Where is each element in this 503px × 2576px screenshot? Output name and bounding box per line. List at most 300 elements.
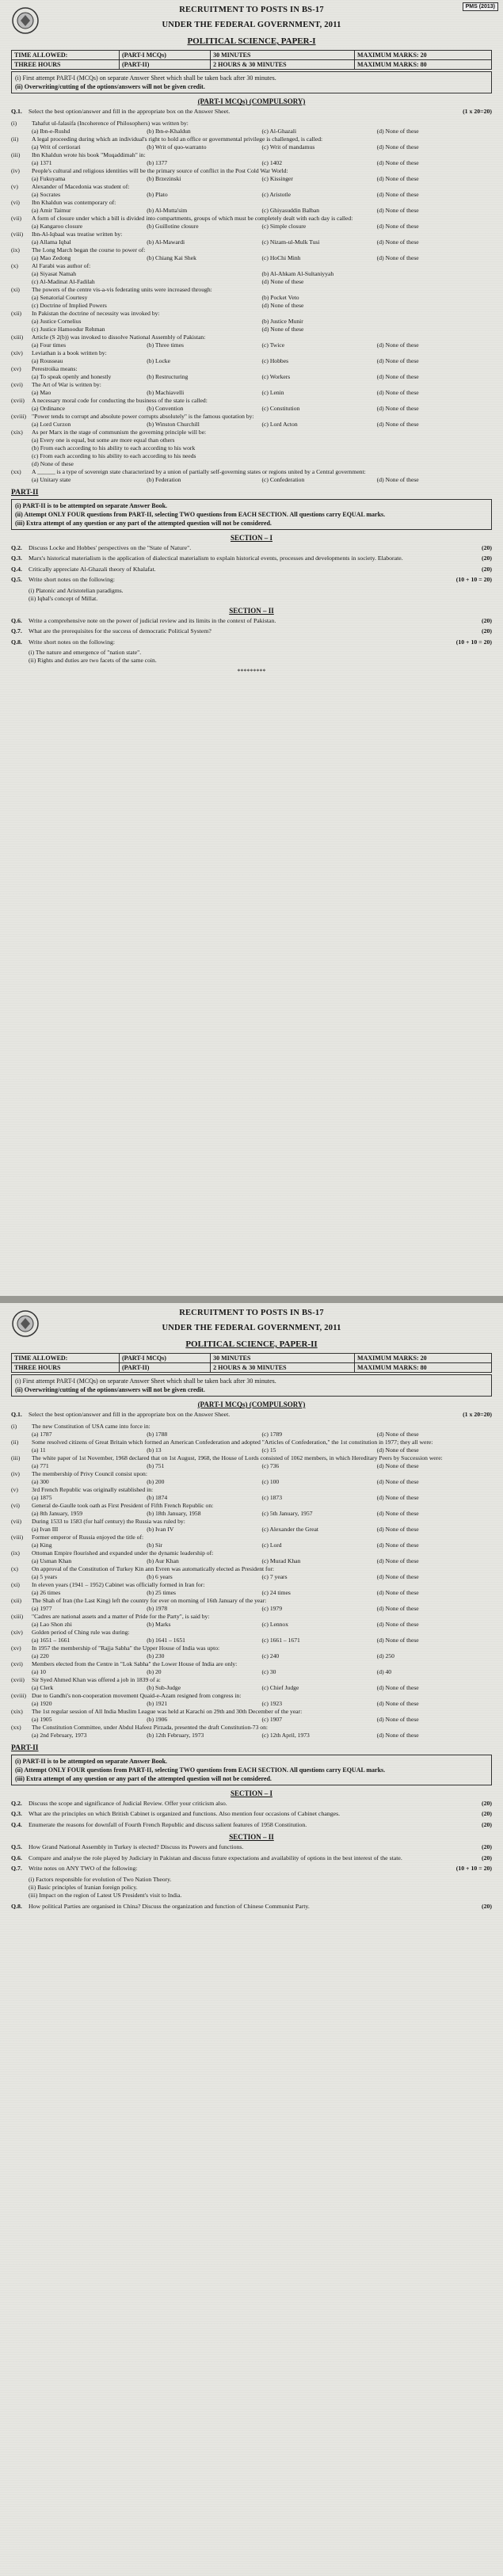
mcq-statement: Due to Gandhi's non-cooperation movement Quaid-e-Azam resigned from congress in: bbox=[32, 1691, 242, 1699]
mcq-number: (xi) bbox=[11, 1580, 20, 1588]
mcq-item bbox=[11, 381, 492, 389]
mcq-statement: Ibn-Al-Iqbaal was treatise written by: bbox=[32, 230, 123, 238]
question-text: Compare and analyse the role played by Judiciary in Pakistan and discuss future expectations and availability of options in the best interest of the state. bbox=[29, 1854, 402, 1862]
mcq-options bbox=[32, 1732, 492, 1740]
mcq-options bbox=[32, 1446, 492, 1454]
mcq-option: (d) None of these bbox=[376, 1461, 419, 1469]
mcq-item bbox=[11, 333, 492, 341]
mcq-item bbox=[11, 365, 492, 373]
mcq-option: (c) Justice Hamoodur Rehman bbox=[32, 325, 105, 333]
mcq-options bbox=[32, 341, 492, 349]
mcq-option: (b) Brzezinski bbox=[147, 174, 181, 182]
mcq-statement: Al Farabi was author of: bbox=[32, 261, 91, 269]
mcq-item bbox=[11, 1549, 492, 1557]
mcq-option: (d) None of these bbox=[376, 356, 419, 364]
mcq-number: (xvi) bbox=[11, 380, 23, 388]
mcq-options bbox=[32, 1637, 492, 1644]
mcq-statement: Ottoman Empire flourished and expanded under the dynamic leadership of: bbox=[32, 1549, 214, 1557]
mcq-number: (xix) bbox=[11, 1707, 23, 1715]
mcq-number: (x) bbox=[11, 261, 18, 269]
note-i: (i) First attempt PART-I (MCQs) on separate Answer Sheet which shall be taken back after 30 minutes. bbox=[15, 1378, 276, 1385]
question-text: How political Parties are organised in China? Discuss the organization and function of Chinese Communist Party. bbox=[29, 1902, 310, 1910]
mcq-option: (b) Three times bbox=[147, 341, 184, 349]
question-text: Critically appreciate Al-Ghazali theory of Khalafat. bbox=[29, 565, 156, 573]
mcq-option: (c) 1661 – 1671 bbox=[261, 1636, 300, 1644]
mcq-option: (d) None of these bbox=[376, 127, 419, 135]
mcq-option: (a) Justice Cornelius bbox=[32, 317, 82, 325]
question-text: Enumerate the reasons for downfall of Fourth French Republic and discuss salient features of 1958 Constitution. bbox=[29, 1820, 307, 1828]
essay-question bbox=[11, 1810, 492, 1819]
question-text: What are the principles on which British Cabinet is organized and functions. Also mention four occasions of Cabinet changes. bbox=[29, 1810, 341, 1817]
mcq-statement: Alexander of Macedonia was student of: bbox=[32, 182, 130, 190]
question-number: Q.5. bbox=[11, 576, 22, 583]
question-marks: (20) bbox=[482, 554, 492, 562]
mcq-options bbox=[32, 476, 492, 484]
mcq-number: (xx) bbox=[11, 467, 21, 475]
mcq-statement: On approval of the Constitution of Turkey Kin ann Evren was automatically elected as President for: bbox=[32, 1564, 275, 1572]
mcq-options bbox=[32, 1716, 492, 1724]
header-line-1: RECRUITMENT TO POSTS IN BS-17 bbox=[179, 6, 324, 14]
mcq-options bbox=[32, 1526, 492, 1534]
question-marks: (20) bbox=[482, 1820, 492, 1828]
mcq-option: (c) Hobbes bbox=[261, 356, 289, 364]
mcq-statement: Some resolved citizens of Great Britain which formed an American Confederation and adopted "Articles of Confederation," the 1st constitution in 1977; they all were: bbox=[32, 1438, 433, 1446]
mcq-statement: General de-Gaulle took oath as First President of Fifth French Republic on: bbox=[32, 1501, 214, 1509]
question-number: Q.8. bbox=[11, 1902, 22, 1910]
mcq-statement: A legal proceeding during which an individual's right to hold an office or governmental privilege is challenged, is called: bbox=[32, 135, 323, 143]
mcq-option: (d) None of these bbox=[376, 1430, 419, 1438]
mcq-item bbox=[11, 1597, 492, 1605]
mcq-option: (b) Ibn-e-Khaldun bbox=[147, 127, 191, 135]
mcq-option: (b) Al-Ahkam Al-Sultaniyyah bbox=[261, 269, 334, 277]
mcq-statement: A necessary moral code for conducting the business of the state is called: bbox=[32, 396, 208, 404]
essay-question bbox=[11, 544, 492, 553]
mcq-option: (b) 200 bbox=[147, 1477, 165, 1485]
mcq-statement: The new Constitution of USA came into force in: bbox=[32, 1422, 151, 1430]
question-text: Select the best option/answer and fill in the appropriate box on the Answer Sheet. bbox=[29, 108, 231, 115]
mcq-statement: A ______ is a type of sovereign state characterized by a union of partially self-governing states or regions united by a Central government: bbox=[32, 467, 366, 475]
mcq-option: (c) 100 bbox=[261, 1477, 280, 1485]
mcq-options bbox=[32, 389, 492, 397]
mcq-option: (c) Lennox bbox=[261, 1620, 289, 1628]
hours-label: THREE HOURS bbox=[12, 1363, 120, 1373]
part2-marks: MAXIMUM MARKS: 80 bbox=[355, 1363, 492, 1373]
mcq-option: (a) 8th January, 1959 bbox=[32, 1509, 83, 1517]
part1-time: 30 MINUTES bbox=[211, 1354, 355, 1363]
document-code-label: PMS (2013) bbox=[463, 2, 498, 11]
mcq-statement: 3rd French Republic was originally established in: bbox=[32, 1485, 154, 1493]
part1-title: (PART-I MCQs) (COMPULSORY) bbox=[197, 97, 306, 105]
mcq-option: (c) 1923 bbox=[261, 1699, 283, 1707]
mcq-option: (d) None of these bbox=[376, 1525, 419, 1533]
mcq-statement: The Shah of Iran (the Last King) left the country for ever on morning of 16th January of the year: bbox=[32, 1596, 267, 1604]
mcq-option: (d) None of these bbox=[376, 1509, 419, 1517]
end-of-paper-mark: ********* bbox=[237, 668, 266, 675]
mcq-options bbox=[32, 238, 492, 246]
question-text: Write short notes on the following: bbox=[29, 576, 116, 583]
part1-marks: MAXIMUM MARKS: 20 bbox=[355, 1354, 492, 1363]
mcq-statement: Golden period of Ching rule was during: bbox=[32, 1628, 130, 1636]
mcq-options bbox=[32, 1652, 492, 1660]
mcq-option: (a) Rousseau bbox=[32, 356, 63, 364]
question-marks: (20) bbox=[482, 543, 492, 551]
mcq-statement: "Power tends to corrupt and absolute power corrupts absolutely" is the famous quotation by: bbox=[32, 412, 254, 420]
mcq-option: (a) 2nd February, 1973 bbox=[32, 1731, 87, 1739]
essay-question bbox=[11, 554, 492, 563]
mcq-option: (c) Lord Acton bbox=[261, 420, 298, 428]
mcq-option: (a) 1920 bbox=[32, 1699, 52, 1707]
mcq-option bbox=[32, 444, 492, 452]
q7-sub-iii: (iii) Impact on the region of Latest US President's visit to India. bbox=[29, 1891, 182, 1899]
mcq-item bbox=[11, 468, 492, 476]
paper-title: POLITICAL SCIENCE, PAPER-II bbox=[185, 1339, 318, 1349]
mcq-options bbox=[32, 373, 492, 381]
mcq-option: (a) Writ of certiorari bbox=[32, 143, 81, 151]
question-number: Q.4. bbox=[11, 565, 22, 573]
mcq-options bbox=[32, 1478, 492, 1486]
mcq-option: (c) 30 bbox=[261, 1667, 276, 1675]
question-8 bbox=[11, 1903, 492, 1911]
mcq-option: (c) Constitution bbox=[261, 404, 300, 412]
hours-label: THREE HOURS bbox=[12, 60, 120, 70]
mcq-option: (a) 1787 bbox=[32, 1430, 52, 1438]
mcq-item bbox=[11, 1660, 492, 1668]
mcq-options bbox=[32, 223, 492, 231]
mcq-options bbox=[32, 1700, 492, 1708]
mcq-option: (c) Nizam-ul-Mulk Tusi bbox=[261, 238, 320, 246]
mcq-option: (a) To speak openly and honestly bbox=[32, 372, 112, 380]
mcq-number: (i) bbox=[11, 119, 17, 127]
mcq-options bbox=[32, 1431, 492, 1439]
mcq-list bbox=[0, 1423, 503, 1740]
mcq-number: (xviii) bbox=[11, 1691, 26, 1699]
mcq-options bbox=[32, 191, 492, 199]
mcq-item bbox=[11, 286, 492, 294]
part1-time: 30 MINUTES bbox=[211, 51, 355, 60]
mcq-number: (xi) bbox=[11, 285, 20, 293]
essay-question bbox=[11, 1854, 492, 1863]
q7-sub-ii: (ii) Basic principles of Iranian foreign policy. bbox=[29, 1883, 138, 1891]
question-number: Q.2. bbox=[11, 543, 22, 551]
mcq-option: (c) 1979 bbox=[261, 1604, 283, 1612]
header-line-2: UNDER THE FEDERAL GOVERNMENT, 2011 bbox=[162, 21, 341, 29]
essay-question bbox=[11, 1800, 492, 1808]
mcq-statement: Ibn Khaldun wrote his book "Muqaddimah" in: bbox=[32, 151, 146, 158]
mcq-option: (b) 1377 bbox=[147, 158, 168, 166]
question-marks: (20) bbox=[482, 565, 492, 573]
section-1-title: SECTION – I bbox=[230, 533, 272, 542]
mcq-option: (b) Marks bbox=[147, 1620, 171, 1628]
mcq-number: (v) bbox=[11, 182, 18, 190]
part2-note-ii: (ii) Attempt ONLY FOUR questions from PART-II, selecting TWO questions from EACH SECTION. All questions carry EQUAL marks. bbox=[15, 510, 386, 518]
mcq-option: (d) None of these bbox=[376, 1731, 419, 1739]
mcq-statement: As per Marx in the stage of communism the governing principle will be: bbox=[32, 428, 207, 436]
mcq-item bbox=[11, 1692, 492, 1700]
mcq-number: (iv) bbox=[11, 1469, 20, 1477]
mcq-option: (a) 1651 – 1661 bbox=[32, 1636, 70, 1644]
mcq-option: (a) Unitary state bbox=[32, 475, 71, 483]
mcq-item bbox=[11, 397, 492, 405]
mcq-option bbox=[32, 452, 492, 460]
mcq-option: (a) Siyasat Namah bbox=[32, 269, 77, 277]
section-2-title: SECTION – II bbox=[229, 606, 274, 615]
mcq-option: (b) 18th January, 1958 bbox=[147, 1509, 201, 1517]
mcq-option: (a) 26 times bbox=[32, 1588, 61, 1596]
q5-sub-ii: (ii) Iqbal's concept of Millat. bbox=[29, 594, 98, 602]
mcq-item bbox=[11, 349, 492, 357]
mcq-option-text: (b) From each according to his ability to each according to his work bbox=[32, 444, 196, 452]
mcq-option: (a) 1905 bbox=[32, 1715, 52, 1723]
mcq-option: (a) Mao bbox=[32, 388, 51, 396]
mcq-number: (ii) bbox=[11, 1438, 19, 1446]
mcq-option: (c) Alexander the Great bbox=[261, 1525, 318, 1533]
section-1-questions bbox=[0, 1800, 503, 1830]
mcq-item bbox=[11, 135, 492, 143]
question-number: Q.6. bbox=[11, 616, 22, 624]
mcq-option: (b) 20 bbox=[147, 1667, 162, 1675]
mcq-statement: Article (S 2(b)) was invoked to dissolve National Assembly of Pakistan: bbox=[32, 333, 206, 341]
mcq-option: (a) Ordinance bbox=[32, 404, 65, 412]
mcq-number: (xiv) bbox=[11, 349, 23, 356]
mcq-number: (ix) bbox=[11, 1549, 20, 1557]
mcq-option: (c) 1402 bbox=[261, 158, 283, 166]
mcq-option: (c) Ghiyasuddin Balban bbox=[261, 206, 320, 214]
mcq-item bbox=[11, 215, 492, 223]
mcq-option: (a) 771 bbox=[32, 1461, 49, 1469]
mcq-option: (b) 1641 – 1651 bbox=[147, 1636, 185, 1644]
mcq-option: (d) None of these bbox=[376, 388, 419, 396]
time-marks-table bbox=[11, 50, 492, 70]
mcq-options bbox=[32, 1621, 492, 1629]
mcq-option: (a) 5 years bbox=[32, 1572, 58, 1580]
mcq-item bbox=[11, 1724, 492, 1732]
question-text: Write a comprehensive note on the power of judicial review and its limits in the context of Pakistan. bbox=[29, 616, 276, 624]
mcq-number: (xii) bbox=[11, 1596, 22, 1604]
mcq-option: (a) Socrates bbox=[32, 190, 61, 198]
mcq-options bbox=[32, 1462, 492, 1470]
mcq-statement: Perestroika means: bbox=[32, 364, 78, 372]
mcq-option: (d) None of these bbox=[376, 158, 419, 166]
mcq-option: (d) None of these bbox=[376, 1683, 419, 1691]
mcq-option: (d) None of these bbox=[261, 325, 304, 333]
time-label: TIME ALLOWED: bbox=[12, 1354, 120, 1363]
part2-heading: PART-II bbox=[11, 488, 39, 497]
mcq-option: (b) Justice Munir bbox=[261, 317, 303, 325]
mcq-option: (b) Chiang Kai Shek bbox=[147, 253, 196, 261]
mcq-statement: In eleven years (1941 – 1952) Cabinet was officially formed in Iran for: bbox=[32, 1580, 205, 1588]
mcq-number: (iii) bbox=[11, 1454, 21, 1461]
mcq-option: (c) 24 times bbox=[261, 1588, 291, 1596]
mcq-options bbox=[32, 1668, 492, 1676]
question-text: What are the prerequisites for the success of democratic Political System? bbox=[29, 627, 211, 634]
mcq-options bbox=[32, 357, 492, 365]
mcq-option: (a) Four times bbox=[32, 341, 67, 349]
mcq-statement: The membership of Privy Council consist upon: bbox=[32, 1469, 147, 1477]
mcq-option: (a) 1371 bbox=[32, 158, 52, 166]
question-number: Q.7. bbox=[11, 627, 22, 634]
section-2-questions bbox=[0, 617, 503, 647]
mcq-number: (xiv) bbox=[11, 1628, 23, 1636]
question-number: Q.5. bbox=[11, 1843, 22, 1850]
mcq-number: (xx) bbox=[11, 1723, 21, 1731]
mcq-item bbox=[11, 413, 492, 421]
question-text: Select the best option/answer and fill in the appropriate box on the Answer Sheet. bbox=[29, 1411, 231, 1418]
part2-time: 2 HOURS & 30 MINUTES bbox=[211, 60, 355, 70]
mcq-option: (b) 12th February, 1973 bbox=[147, 1731, 204, 1739]
mcq-number: (x) bbox=[11, 1564, 18, 1572]
mcq-number: (viii) bbox=[11, 1533, 24, 1541]
mcq-statement: In 1957 the membership of "Rajja Sabha" the Upper House of India was upto: bbox=[32, 1644, 220, 1652]
mcq-option: (b) 751 bbox=[147, 1461, 165, 1469]
question-number: Q.4. bbox=[11, 1820, 22, 1828]
essay-question bbox=[11, 638, 492, 647]
mcq-statement: "Cadres are national assets and a matter of Pride for the Party", is said by: bbox=[32, 1612, 210, 1620]
mcq-number: (ix) bbox=[11, 246, 20, 253]
mcq-options bbox=[32, 1557, 492, 1565]
mcq-option: (b) Al-Mawardi bbox=[147, 238, 185, 246]
mcq-option: (a) Usman Khan bbox=[32, 1557, 72, 1564]
mcq-option: (a) Mao Zedong bbox=[32, 253, 71, 261]
section-1-title: SECTION – I bbox=[230, 1789, 272, 1797]
mcq-option: (d) None of these bbox=[376, 1493, 419, 1501]
mcq-item bbox=[11, 1708, 492, 1716]
mcq-option: (d) None of these bbox=[376, 1699, 419, 1707]
mcq-option: (b) Federation bbox=[147, 475, 181, 483]
mcq-option: (b) Restructuring bbox=[147, 372, 189, 380]
mcq-option bbox=[32, 460, 492, 468]
mcq-option: (c) Twice bbox=[261, 341, 285, 349]
mcq-options bbox=[32, 1605, 492, 1613]
essay-question bbox=[11, 566, 492, 574]
mcq-statement: During 1533 to 1583 (for half century) the Russia was ruled by: bbox=[32, 1517, 185, 1525]
mcq-option: (d) None of these bbox=[376, 253, 419, 261]
mcq-options bbox=[32, 159, 492, 167]
mcq-number: (xiii) bbox=[11, 333, 24, 341]
mcq-option: (b) Sir bbox=[147, 1541, 162, 1549]
mcq-statement: The Art of War is written by: bbox=[32, 380, 101, 388]
mcq-option: (b) Winston Churchill bbox=[147, 420, 200, 428]
mcq-option: (b) 1906 bbox=[147, 1715, 168, 1723]
question-marks: (20) bbox=[482, 627, 492, 634]
section-2-title: SECTION – II bbox=[229, 1833, 274, 1841]
mcq-options bbox=[32, 405, 492, 413]
mcq-option: (d) None of these bbox=[376, 1446, 419, 1454]
mcq-options bbox=[32, 270, 492, 286]
mcq-statement: People's cultural and religious identities will be the primary source of conflict in the Post Cold War World: bbox=[32, 166, 288, 174]
mcq-item bbox=[11, 262, 492, 270]
exam-page-paper-2 bbox=[0, 1303, 503, 2576]
question-text: Discuss Locke and Hobbes' perspectives on the "State of Nature". bbox=[29, 543, 192, 551]
mcq-option: (c) Confederation bbox=[261, 475, 305, 483]
mcq-options bbox=[32, 143, 492, 151]
mcq-item bbox=[11, 199, 492, 207]
mcq-option: (c) Workers bbox=[261, 372, 291, 380]
part2-time: 2 HOURS & 30 MINUTES bbox=[211, 1363, 355, 1373]
question-text: How Grand National Assembly in Turkey is elected? Discuss its Powers and functions. bbox=[29, 1843, 244, 1850]
mcq-option: (c) Doctrine of Implied Powers bbox=[32, 301, 107, 309]
time-marks-table bbox=[11, 1353, 492, 1373]
mcq-item bbox=[11, 1439, 492, 1446]
mcq-option: (a) Ivan III bbox=[32, 1525, 59, 1533]
mcq-options bbox=[32, 1494, 492, 1502]
mcq-options bbox=[32, 294, 492, 310]
mcq-option: (c) 1873 bbox=[261, 1493, 283, 1501]
mcq-option: (a) 300 bbox=[32, 1477, 49, 1485]
mcq-number: (xvii) bbox=[11, 1675, 25, 1683]
part1-label: (PART-I MCQs) bbox=[119, 1354, 210, 1363]
question-text: Write short notes on the following: bbox=[29, 638, 116, 646]
mcq-item bbox=[11, 310, 492, 318]
question-number: Q.7. bbox=[11, 1865, 22, 1872]
note-ii: (ii) Overwriting/cutting of the options/answers will not be given credit. bbox=[15, 83, 205, 90]
mcq-number: (xv) bbox=[11, 364, 21, 372]
mcq-option: (b) Ivan IV bbox=[147, 1525, 174, 1533]
part2-label: (PART-II) bbox=[119, 60, 210, 70]
mcq-item bbox=[11, 1581, 492, 1589]
mcq-option bbox=[32, 436, 492, 444]
mcq-list bbox=[0, 120, 503, 484]
mcq-option: (a) Lao Shon zhi bbox=[32, 1620, 72, 1628]
mcq-statement: The powers of the centre vis-a-vis federating units were increased through: bbox=[32, 285, 212, 293]
mcq-number: (v) bbox=[11, 1485, 18, 1493]
part1-marks: MAXIMUM MARKS: 20 bbox=[355, 51, 492, 60]
mcq-options bbox=[32, 1510, 492, 1518]
mcq-item bbox=[11, 1502, 492, 1510]
mcq-option: (d) None of these bbox=[376, 206, 419, 214]
mcq-options bbox=[32, 1684, 492, 1692]
part2-marks: MAXIMUM MARKS: 80 bbox=[355, 60, 492, 70]
government-emblem-icon bbox=[11, 6, 40, 35]
question-text: Marx's historical materialism is the application of dialectical materialism to explain historical events, processes and developments in society. Elaborate. bbox=[29, 554, 403, 562]
section-1-questions bbox=[0, 544, 503, 585]
mcq-option: (d) None of these bbox=[376, 475, 419, 483]
mcq-number: (vi) bbox=[11, 1501, 20, 1509]
page-separator bbox=[0, 1296, 503, 1303]
mcq-option: (b) Pocket Veto bbox=[261, 293, 299, 301]
mcq-option: (c) Kissinger bbox=[261, 174, 293, 182]
mcq-item bbox=[11, 151, 492, 159]
mcq-option: (d) None of these bbox=[376, 372, 419, 380]
mcq-option: (d) None of these bbox=[261, 277, 304, 285]
mcq-option: (a) Kangaroo closure bbox=[32, 222, 83, 230]
mcq-option: (a) King bbox=[32, 1541, 52, 1549]
q7-sub-i: (i) Factors responsible for evolution of Two Nation Theory. bbox=[29, 1875, 172, 1883]
mcq-option: (b) Locke bbox=[147, 356, 170, 364]
mcq-option: (c) Chief Judge bbox=[261, 1683, 299, 1691]
mcq-option: (d) None of these bbox=[376, 1572, 419, 1580]
note-i: (i) First attempt PART-I (MCQs) on separate Answer Sheet which shall be taken back after 30 minutes. bbox=[15, 74, 276, 82]
mcq-option: (b) Al-Mutta'sim bbox=[147, 206, 188, 214]
header-line-2: UNDER THE FEDERAL GOVERNMENT, 2011 bbox=[162, 1324, 341, 1332]
mcq-options bbox=[32, 421, 492, 429]
question-marks: (20) bbox=[482, 1843, 492, 1850]
question-text: Discuss the scope and significance of Judicial Review. Offer your criticism also. bbox=[29, 1799, 227, 1807]
mcq-option: (a) 1875 bbox=[32, 1493, 52, 1501]
mcq-options bbox=[32, 1573, 492, 1581]
mcq-option: (c) Simple closure bbox=[261, 222, 307, 230]
mcq-item bbox=[11, 183, 492, 191]
mcq-option: (d) None of these bbox=[376, 1477, 419, 1485]
mcq-option: (c) 15 bbox=[261, 1446, 276, 1454]
question-number: Q.3. bbox=[11, 1810, 22, 1817]
mcq-option: (c) 7 years bbox=[261, 1572, 288, 1580]
mcq-number: (iii) bbox=[11, 151, 21, 158]
mcq-number: (iv) bbox=[11, 166, 20, 174]
mcq-option: (d) None of these bbox=[376, 1541, 419, 1549]
mcq-option: (d) None of these bbox=[376, 174, 419, 182]
note-ii: (ii) Overwriting/cutting of the options/answers will not be given credit. bbox=[15, 1386, 205, 1393]
part2-note-ii: (ii) Attempt ONLY FOUR questions from PART-II, selecting TWO questions from EACH SECTION. All questions carry EQUAL marks. bbox=[15, 1766, 386, 1774]
